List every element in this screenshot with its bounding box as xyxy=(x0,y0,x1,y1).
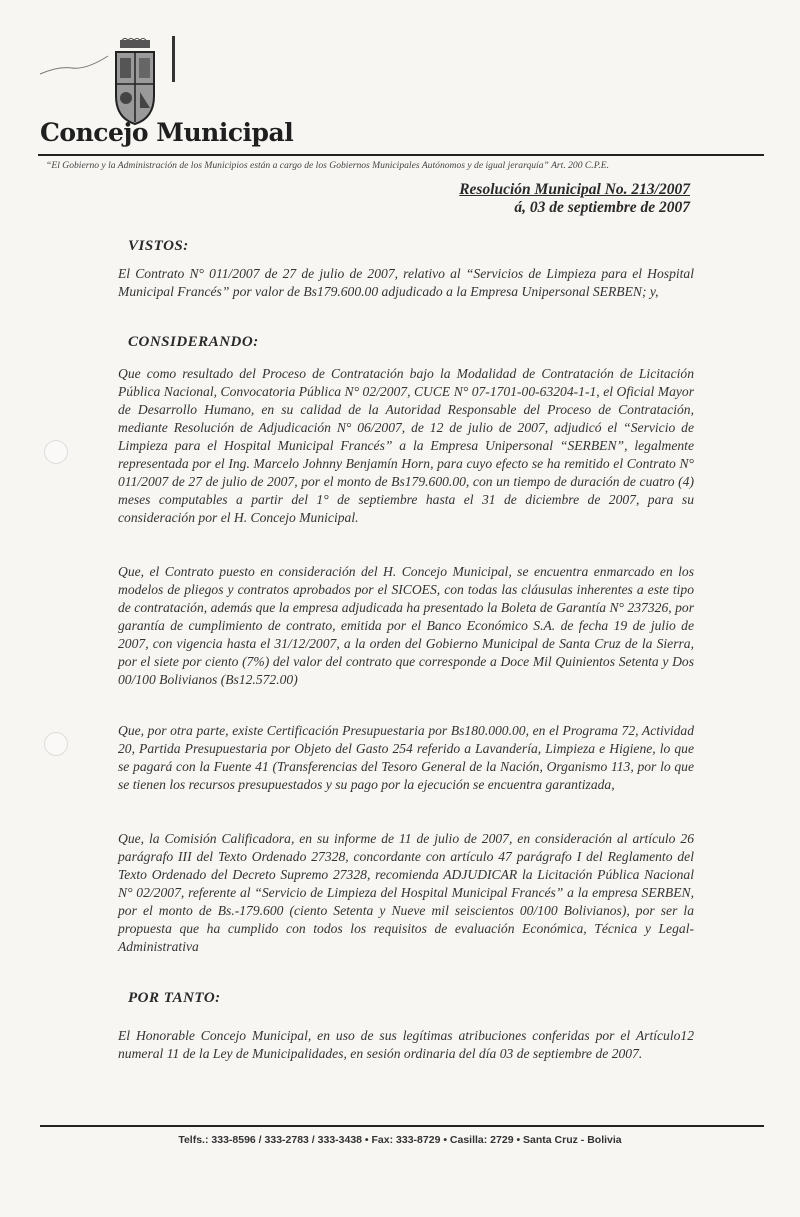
header-rule xyxy=(38,154,764,156)
footer-contact: Telfs.: 333-8596 / 333-2783 / 333-3438 • Fax: 333-8729 • Casilla: 2729 • Santa Cruz - Bolivia xyxy=(178,1134,622,1146)
handwritten-mark xyxy=(38,48,118,78)
considerando-paragraph-3: Que, por otra parte, existe Certificación Presupuestaria por Bs180.000.00, en el Programa 72, Actividad 20, Partida Presupuestaria por Objeto del Gasto 254 referido a Lavandería, Limpieza e Higiene, lo que se pagará con la Fuente 41 (Transferencias del Tesoro General de la Nación, Organismo 113, por lo que se tienen los recursos presupuestados y su pago por la ejecución se encuentra garantizada, xyxy=(118,723,694,792)
considerando-paragraph-1: Que como resultado del Proceso de Contratación bajo la Modalidad de Contratación de Licitación Pública Nacional, Convocatoria Pública N° 02/2007, CUCE N° 07-1701-00-63204-1-1, el Oficial Mayor de Desarrollo Humano, en su calidad de la Autoridad Responsable del Proceso de Contratación, mediante Resolución de Adjudicación N° 06/2007, de 12 de julio de 2007, adjudicó el “Servicio de Limpieza para el Hospital Municipal Francés” a la Empresa Unipersonal “SERBEN”, legalmente representada por el Ing. Marcelo Johnny Benjamín Horn, para cuyo efecto se ha remitido el Contrato N° 011/2007 de 27 de julio de 2007, por el monto de Bs179.600.00, con un tiempo de duración de cuatro (4) meses computables a partir del 1° de septiembre hasta el 31 de diciembre de 2007, para su consideración por el H. Concejo Municipal. xyxy=(118,366,694,525)
vistos-heading: VISTOS: xyxy=(128,238,189,254)
punch-hole xyxy=(44,440,68,464)
resolution-date: á, 03 de septiembre de 2007 xyxy=(514,199,690,216)
constitution-motto: “El Gobierno y la Administración de los Municipios están a cargo de los Gobiernos Municipales Autónomos y de igual jerarquía” Art. 200 C.P.E. xyxy=(46,160,609,171)
vistos-paragraph: El Contrato N° 011/2007 de 27 de julio de 2007, relativo al “Servicios de Limpieza para el Hospital Municipal Francés” por valor de Bs179.600.00 adjudicado a la Empresa Unipersonal SERBEN; y, xyxy=(118,266,694,299)
portanto-heading: POR TANTO: xyxy=(128,990,221,1006)
organization-title: Concejo Municipal xyxy=(40,118,294,147)
punch-hole xyxy=(44,732,68,756)
portanto-paragraph: El Honorable Concejo Municipal, en uso de sus legítimas atribuciones conferidas por el Artículo12 numeral 11 de la Ley de Municipalidades, en sesión ordinaria del día 03 de septiembre de 2007. xyxy=(118,1028,694,1061)
considerando-paragraph-4: Que, la Comisión Calificadora, en su informe de 11 de julio de 2007, en consideración al artículo 26 parágrafo III del Texto Ordenado 27328, concordante con artículo 47 parágrafo I del Reglamento del Texto Ordenado del Decreto Supremo 27328, recomienda ADJUDICAR la Licitación Pública Nacional N° 02/2007, referente al “Servicio de Limpieza del Hospital Municipal Francés” a la empresa SERBEN, por el monto de Bs.-179.600 (ciento Setenta y Nueve mil seiscientos 00/100 Bolivianos), por ser la propuesta que ha cumplido con todos los requisitos de evaluación Económica, Técnica y Legal-Administrativa xyxy=(118,831,694,954)
resolution-number: Resolución Municipal No. 213/2007 xyxy=(459,181,690,198)
considerando-heading: CONSIDERANDO: xyxy=(128,334,259,350)
considerando-paragraph-2: Que, el Contrato puesto en consideración del H. Concejo Municipal, se encuentra enmarcado en los modelos de pliegos y contratos aprobados por el SICOES, con todas las cláusulas inherentes a este tipo de contratación, además que la empresa adjudicada ha presentado la Boleta de Garantía N° 237326, por garantía de cumplimiento de contrato, emitida por el Banco Económico S.A. de fecha 19 de julio de 2007, con vigencia hasta el 31/12/2007, a la orden del Gobierno Municipal de Santa Cruz de la Sierra, por el siete por ciento (7%) del valor del contrato que corresponde a Doce Mil Quinientos Setenta y Dos 00/100 Bolivianos (Bs12.572.00) xyxy=(118,564,694,687)
coat-of-arms-icon xyxy=(112,38,158,126)
footer-rule xyxy=(40,1125,764,1127)
pen-stroke xyxy=(172,36,175,82)
